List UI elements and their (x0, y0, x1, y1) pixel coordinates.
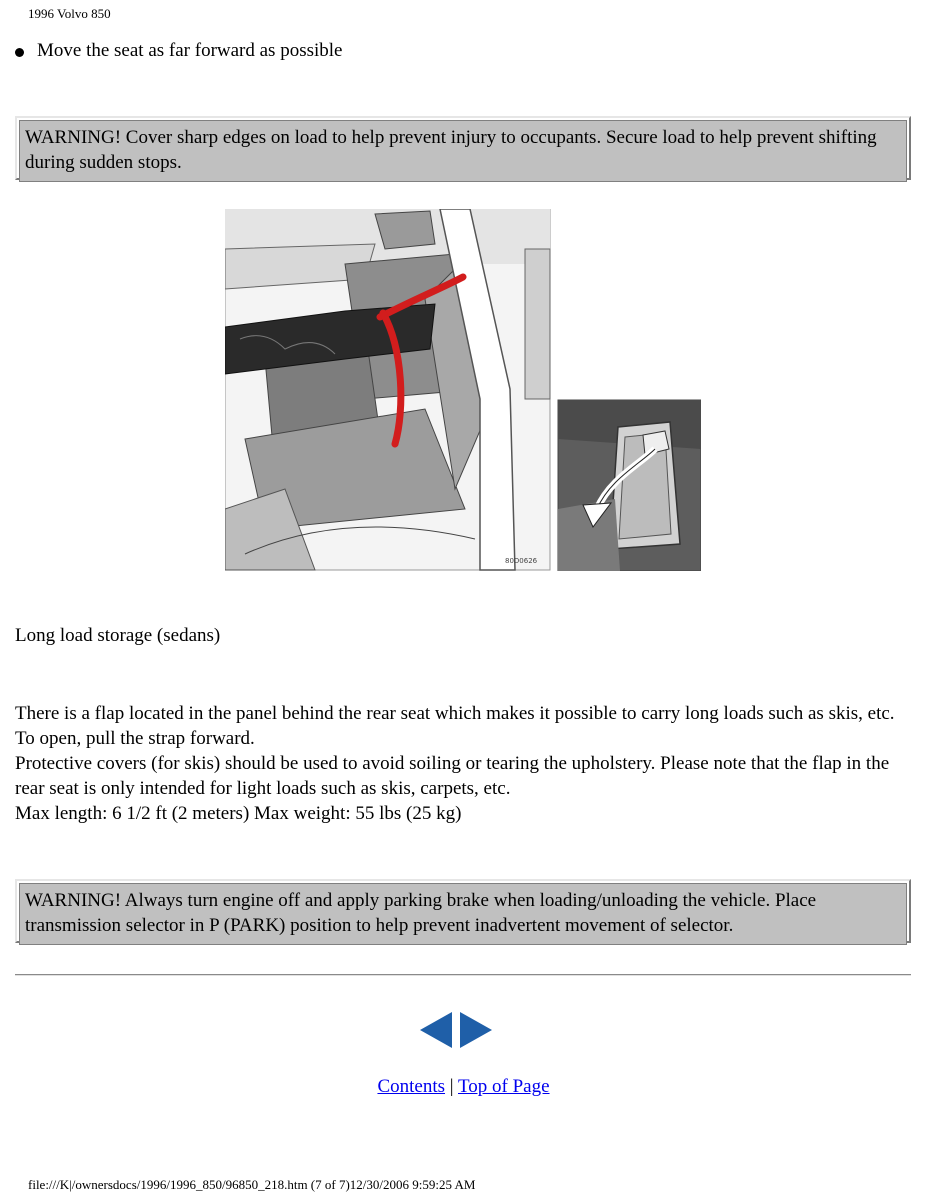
illustration-rear-seat-flap (225, 209, 701, 571)
warning-text: WARNING! Always turn engine off and apply parking brake when loading/unloading the vehicle. Place transmission selector in P (PARK) position to help prevent inadvertent movement of selector. (19, 883, 907, 945)
warning-box-load (15, 116, 911, 180)
horizontal-rule (15, 974, 911, 976)
paragraph-covers: Protective covers (for skis) should be used to avoid soiling or tearing the upholstery. Please note that the flap in the rear seat is only intended for light loads such as skis, carpets, etc. (15, 753, 890, 799)
body-text (15, 701, 915, 826)
paragraph-flap: There is a flap located in the panel behind the rear seat which makes it possible to carry long loads such as skis, etc. To open, pull the strap forward. (15, 703, 895, 749)
inset-flap-detail (558, 400, 701, 571)
rear-seat-illustration (225, 209, 550, 570)
next-page-arrow-icon[interactable] (458, 1010, 494, 1050)
nav-separator: | (449, 1076, 454, 1097)
top-of-page-link[interactable]: Top of Page (458, 1076, 550, 1097)
bullet-text: Move the seat as far forward as possible (37, 40, 343, 61)
warning-box-engine (15, 879, 911, 943)
warning-text: WARNING! Cover sharp edges on load to help prevent injury to occupants. Secure load to help prevent shifting during sudden stops. (19, 120, 907, 182)
bullet-item (15, 40, 342, 62)
footer-nav-links (0, 1076, 927, 1098)
previous-page-arrow-icon[interactable] (418, 1010, 454, 1050)
header-title: 1996 Volvo 850 (28, 6, 111, 21)
page-navigation-arrows (418, 1010, 510, 1050)
figure-code: 80D0626 (505, 557, 538, 565)
bullet-icon (15, 48, 24, 57)
section-heading: Long load storage (sedans) (15, 625, 221, 646)
paragraph-max-length: Max length: 6 1/2 ft (2 meters) Max weight: 55 lbs (25 kg) (15, 803, 462, 824)
footer-file-path: file:///K|/ownersdocs/1996/1996_850/96850_218.htm (7 of 7)12/30/2006 9:59:25 AM (28, 1177, 476, 1192)
contents-link[interactable]: Contents (377, 1076, 446, 1097)
